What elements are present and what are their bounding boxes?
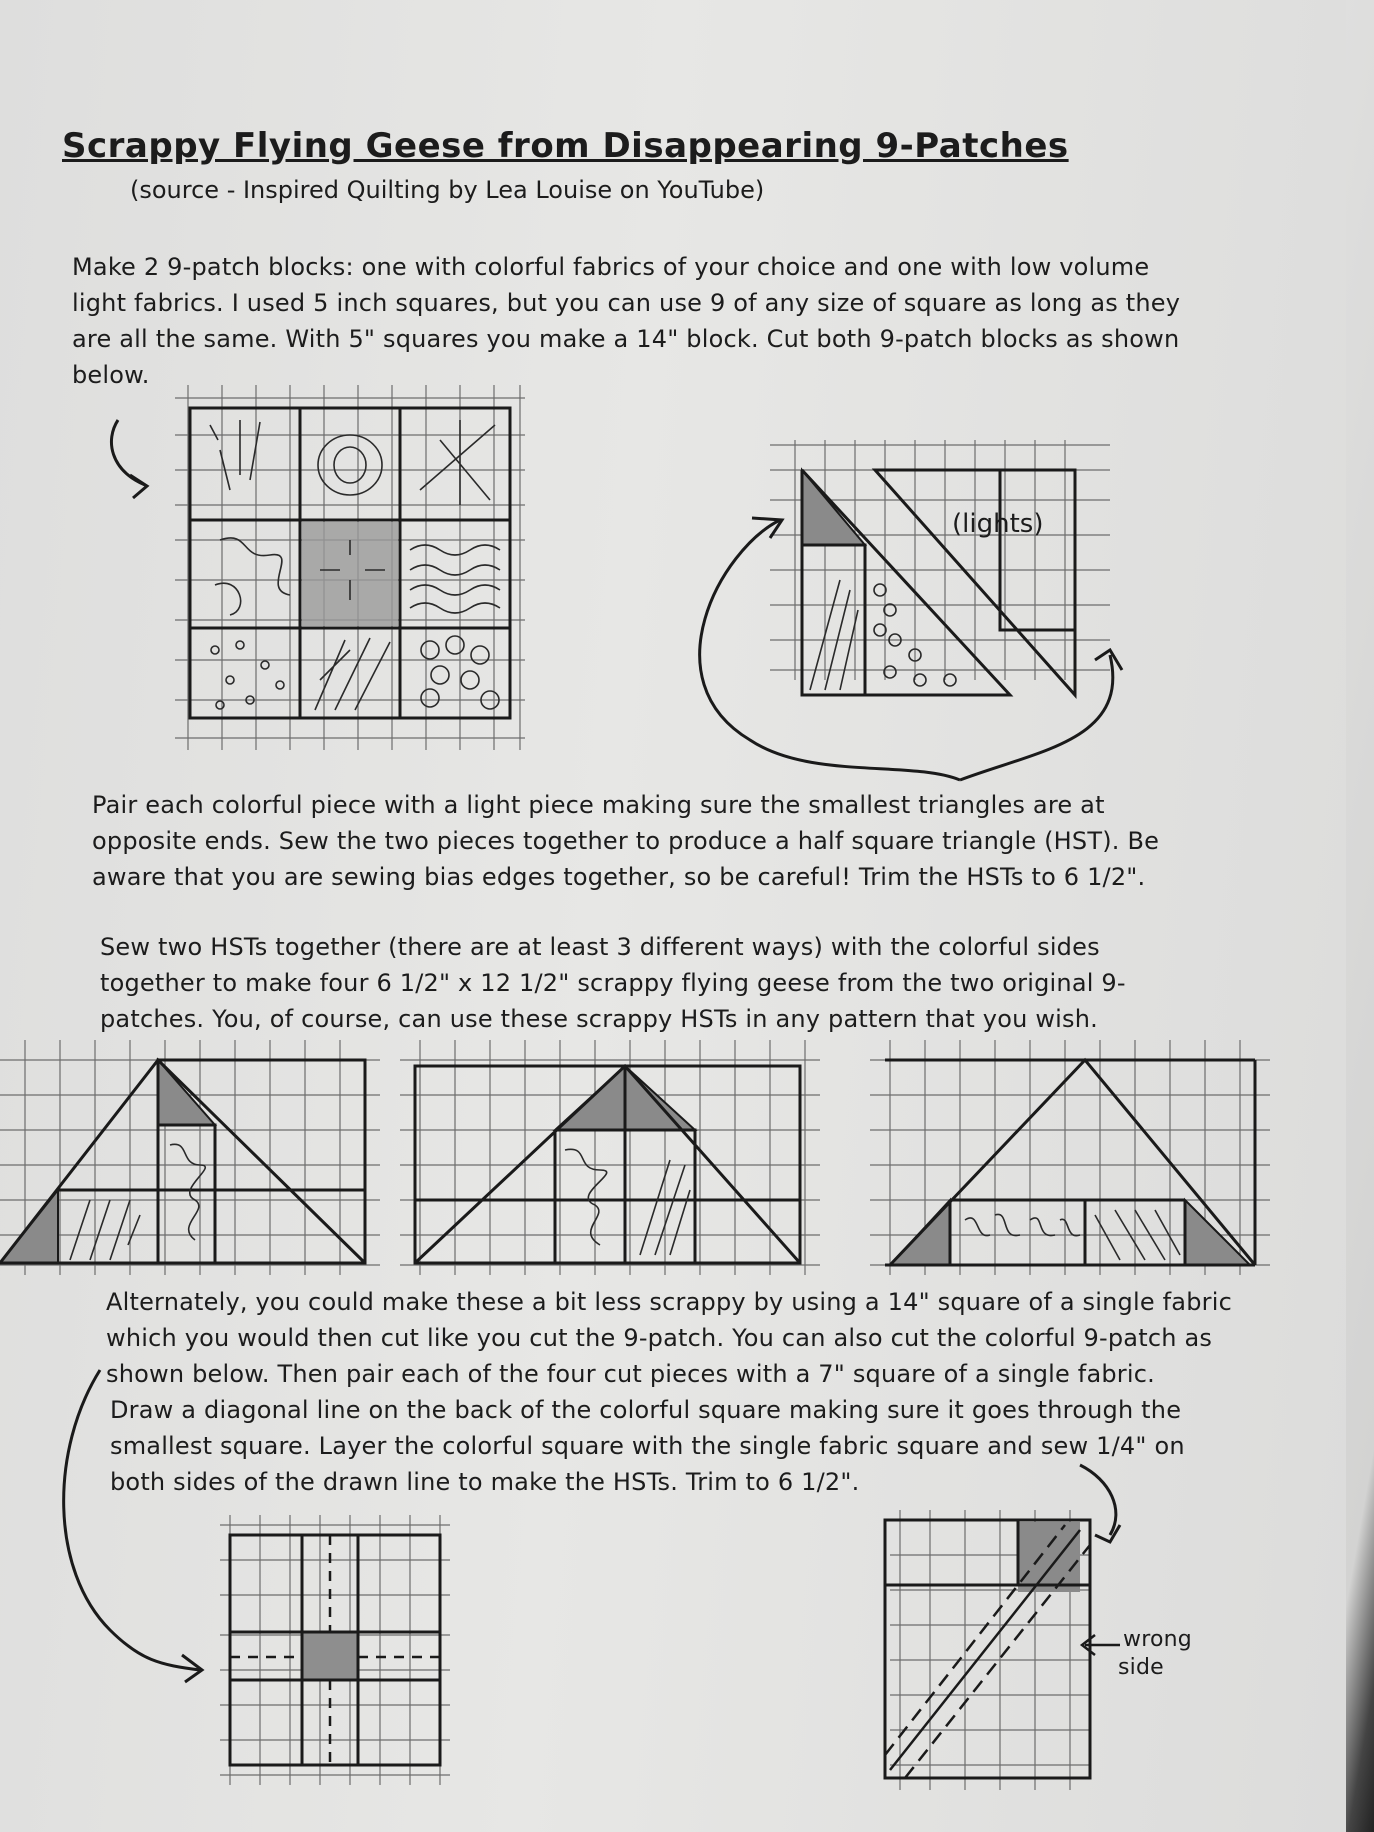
paragraph-3-line: patches. You, of course, can use these scrappy HSTs in any pattern that you wish. <box>100 1005 1098 1033</box>
paragraph-2-line: aware that you are sewing bias edges together, so be careful! Trim the HSTs to 6 1/2". <box>92 863 1146 891</box>
lights-label: (lights) <box>952 509 1044 539</box>
wrong-side-label-line: side <box>1118 1655 1164 1680</box>
paragraph-1-line: light fabrics. I used 5 inch squares, but you can use 9 of any size of square as long as they <box>72 289 1181 317</box>
source-credit: (source - Inspired Quilting by Lea Louise on YouTube) <box>130 176 765 204</box>
paragraph-2-line: Pair each colorful piece with a light piece making sure the smallest triangles are at <box>92 791 1105 819</box>
flying-geese-diagram-2 <box>400 1040 820 1275</box>
flying-geese-diagram-3 <box>870 1040 1270 1275</box>
paragraph-4-line: Draw a diagonal line on the back of the colorful square making sure it goes through the <box>110 1396 1182 1424</box>
paragraph-1-line: Make 2 9-patch blocks: one with colorful fabrics of your choice and one with low volume <box>72 253 1150 281</box>
nine-patch-diagram <box>100 380 540 750</box>
paragraph-1-line: are all the same. With 5" squares you make a 14" block. Cut both 9-patch blocks as shown <box>72 325 1180 353</box>
page-title: Scrappy Flying Geese from Disappearing 9-Patches <box>62 126 1069 166</box>
wrong-side-label-line: wrong <box>1123 1627 1192 1652</box>
paragraph-4-line: which you would then cut like you cut the 9-patch. You can also cut the colorful 9-patch as <box>106 1324 1213 1352</box>
flying-geese-diagram-1 <box>0 1040 380 1275</box>
paragraph-4-line: shown below. Then pair each of the four cut pieces with a 7" square of a single fabric. <box>106 1360 1155 1388</box>
paragraph-3-line: Sew two HSTs together (there are at least 3 different ways) with the colorful sides <box>100 933 1100 961</box>
colorful-nine-patch-cut-diagram <box>60 1370 480 1810</box>
paragraph-3-line: together to make four 6 1/2" x 12 1/2" scrappy flying geese from the two original 9- <box>100 969 1126 997</box>
paragraph-1-line: below. <box>72 361 150 389</box>
cut-pieces-diagram <box>690 440 1120 790</box>
paragraph-4-line: Alternately, you could make these a bit less scrappy by using a 14" square of a single fabric <box>106 1288 1232 1316</box>
paragraph-2-line: opposite ends. Sew the two pieces together to produce a half square triangle (HST). Be <box>92 827 1160 855</box>
paragraph-4-line: both sides of the drawn line to make the HSTs. Trim to 6 1/2". <box>110 1468 860 1496</box>
paragraph-4-line: smallest square. Layer the colorful square with the single fabric square and sew 1/4" on <box>110 1432 1185 1460</box>
